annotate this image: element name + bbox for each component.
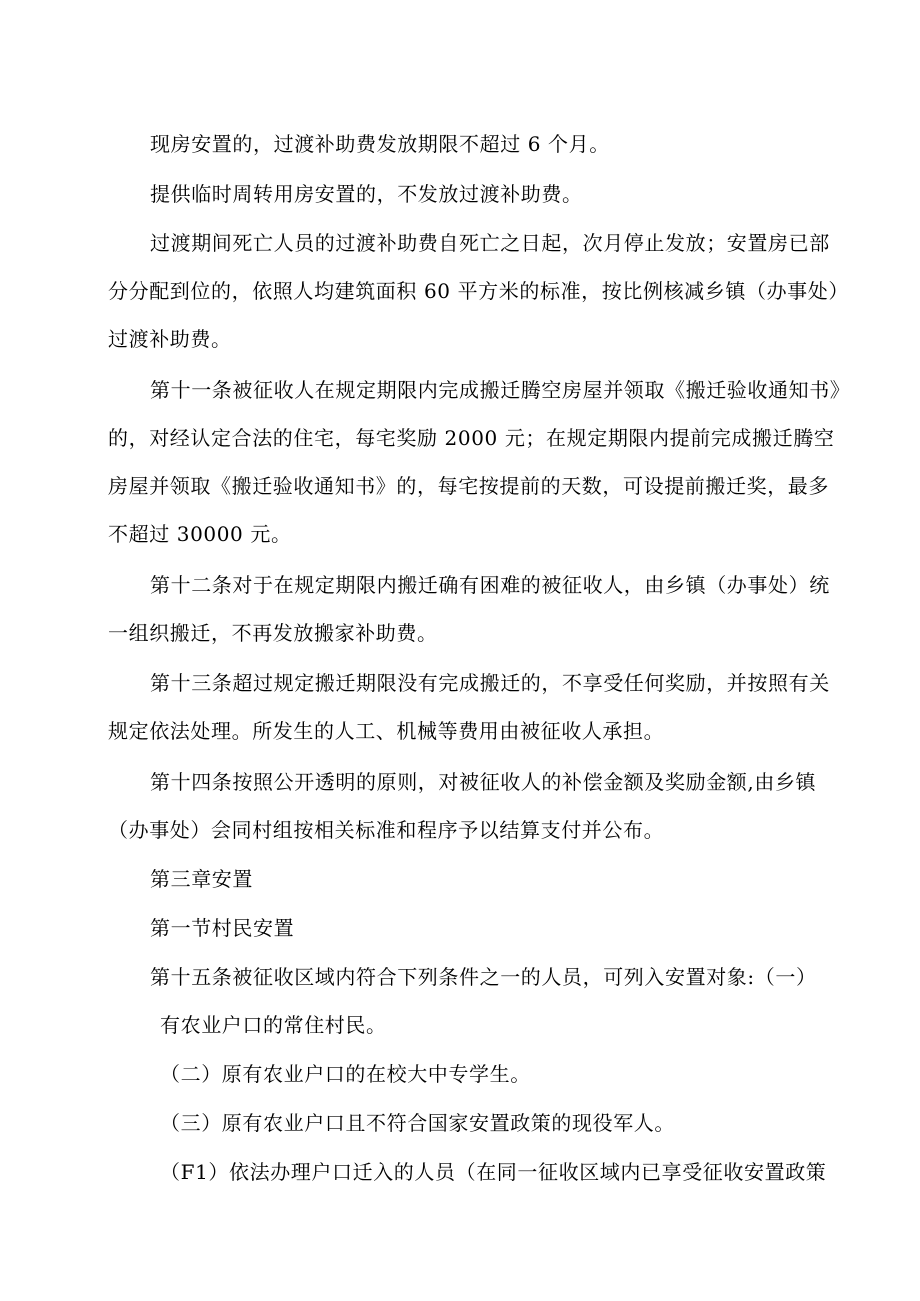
list-item: 有农业户口的常住村民。 [160, 1013, 387, 1037]
paragraph-line: 第十五条被征收区域内符合下列条件之一的人员，可列入安置对象:（一） [150, 965, 817, 989]
paragraph-line: 提供临时周转用房安置的，不发放过渡补助费。 [150, 182, 583, 206]
paragraph-line: 现房安置的，过渡补助费发放期限不超过 6 个月。 [150, 132, 610, 156]
paragraph-line: （办事处）会同村组按相关标准和程序予以结算支付并公布。 [108, 818, 665, 842]
paragraph-line: 第十四条按照公开透明的原则，对被征收人的补偿金额及奖励金额,由乡镇 [150, 770, 817, 794]
paragraph-line: 分分配到位的，依照人均建筑面积 60 平方米的标准，按比例核减乡镇（办事处） [108, 279, 849, 303]
list-item: （二）原有农业户口的在校大中专学生。 [160, 1062, 531, 1086]
paragraph-line: 房屋并领取《搬迁验收通知书》的，每宅按提前的天数，可设提前搬迁奖，最多 [108, 474, 829, 498]
paragraph-line: 不超过 30000 元。 [108, 522, 292, 546]
paragraph-line: 过渡期间死亡人员的过渡补助费自死亡之日起，次月停止发放；安置房已部 [150, 231, 830, 255]
paragraph-line: 第十三条超过规定搬迁期限没有完成搬迁的，不享受任何奖励，并按照有关 [150, 671, 830, 695]
section-heading: 第一节村民安置 [150, 916, 295, 940]
list-item: （F1）依法办理户口迁入的人员（在同一征收区域内已享受征收安置政策 [160, 1160, 827, 1184]
paragraph-line: 第十一条被征收人在规定期限内完成搬迁腾空房屋并领取《搬迁验收通知书》 [150, 378, 851, 402]
paragraph-line: 规定依法处理。所发生的人工、机械等费用由被征收人承担。 [108, 719, 665, 743]
paragraph-line: 第十二条对于在规定期限内搬迁确有困难的被征收人，由乡镇（办事处）统 [150, 573, 830, 597]
list-item: （三）原有农业户口且不符合国家安置政策的现役军人。 [160, 1111, 675, 1135]
paragraph-line: 过渡补助费。 [108, 327, 232, 351]
paragraph-line: 一组织搬迁，不再发放搬家补助费。 [108, 621, 438, 645]
chapter-heading: 第三章安置 [150, 867, 253, 891]
paragraph-line: 的，对经认定合法的住宅，每宅奖励 2000 元；在规定期限内提前完成搬迁腾空 [108, 426, 835, 450]
